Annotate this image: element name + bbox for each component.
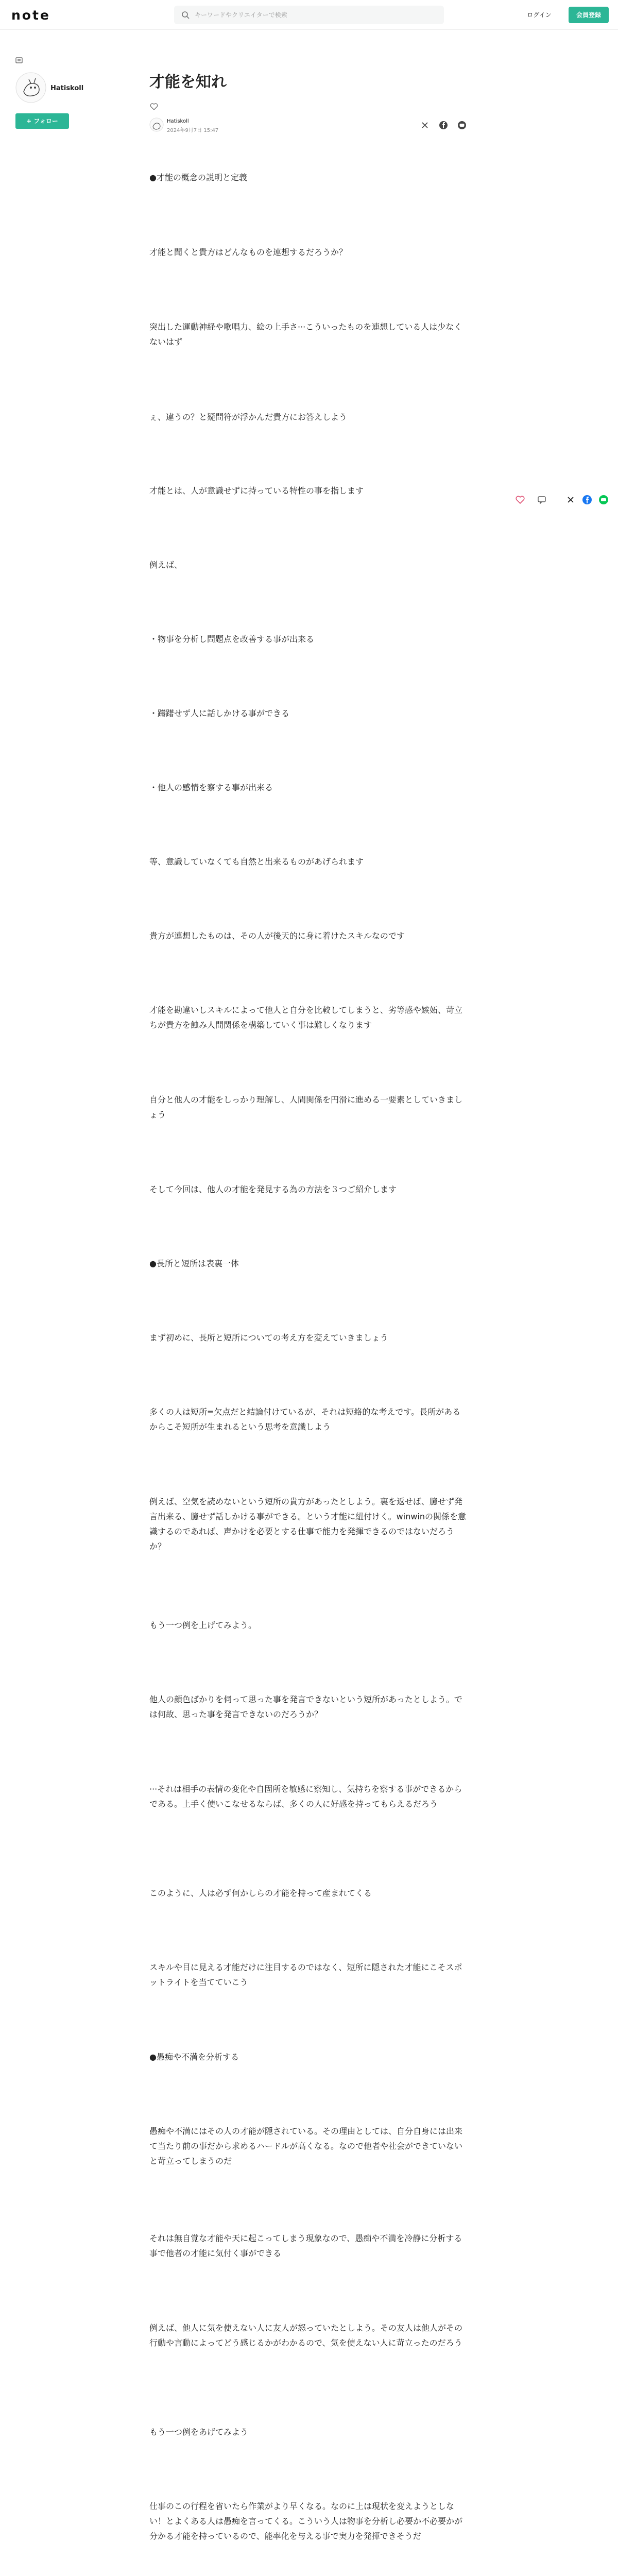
paragraph: 他人の顔色ばかりを伺って思った事を発言できないという短所があったとしよう。では何故、思った事を発言できないのだろうか？ [149,1694,462,1719]
paragraph: スキルや目に見える才能だけに注目するのではなく、短所に隠された才能にこそスポットライトを当てていこう [149,1962,462,1987]
paragraph: 突出した運動神経や歌唱力、絵の上手さ···こういったものを連想している人は少なくないはず [149,322,462,347]
paragraph: それは無自覚な才能や天に起こってしまう現象なので、愚痴や不満を冷静に分析する事で他者の才能に気付く事ができる [149,2233,462,2258]
paragraph: 例えば、 [149,560,183,570]
follow-icon: + [26,117,34,125]
site-header [0,0,618,30]
heart-icon[interactable] [515,495,525,505]
meta-date: 2024年9月7日 15:47 [167,128,219,133]
paragraph: 多くの人は短所=欠点だと結論付けているが、それは短絡的な考えです。長所があるからこそ短所が生まれるという思考を意識しよう [149,1407,461,1432]
author-avatar[interactable] [15,72,46,103]
follow-label: フォロー [33,117,58,125]
article [149,72,469,2541]
paragraph: 例えば、他人に気を使えない人に友人が怒っていたとしよう。その友人は他人がその行動や言動によってどう感じるかがわかるので、気を使えない人に苛立ったのだろう [149,2323,463,2348]
paragraph: 貴方が連想したものは、その人が後天的に身に着けたスキルなのです [149,931,405,941]
heart-icon[interactable] [149,102,159,111]
paragraph: そして今回は、他人の才能を発見する為の方法を３つご紹介します [149,1184,397,1194]
section-heading: ●愚痴や不満を分析する [149,2052,239,2062]
note-logo[interactable]: note [11,8,50,23]
paragraph: このように、人は必ず何かしらの才能を持って産まれてくる [149,1888,372,1898]
paragraph: 例えば、空気を読めないという短所の貴方があったとしよう。裏を返せば、臆せず発言出来る、臆せず話しかける事ができる。という才能に紐付けく。winwinの関係を意識するのであれば、声かけを必要とする仕事で能力を発揮できるのではないだろうか？ [149,1497,467,1551]
search-bar[interactable] [174,6,444,24]
paragraph: ・他人の感情を察する事が出来る [149,783,273,792]
meta-author-name[interactable]: Hatiskoll [167,118,189,124]
paragraph: まず初めに、長所と短所についての考え方を変えていきましょう [149,1333,388,1343]
meta-avatar[interactable] [149,117,164,132]
paragraph: ···それは相手の表情の変化や自固所を敏感に察知し、気持ちを察する事ができるからである。上手く使いこなせるならば、多くの人に好感を持ってもらえるだろう [149,1784,462,1809]
facebook-icon[interactable] [582,495,592,505]
paragraph: もう一つ例をあげてみよう [149,2427,249,2437]
section-heading: ●長所と短所は表裏一体 [149,1259,239,1268]
line-icon[interactable] [457,121,467,130]
x-icon[interactable] [565,495,576,505]
article-title: 才能を知れ [149,73,227,91]
search-input[interactable] [195,6,437,24]
x-icon[interactable] [420,121,430,130]
paragraph: 仕事のこの行程を省いたら作業がより早くなる。なのに上は現状を変えようとしない！とよくある人は愚痴を言ってくる。こういう人は物事を分析し必要か不必要かが分かる才能を持っているので、能率化を与える事で実力を発揮できそうだ [149,2501,463,2541]
paragraph: もう一つ例を上げてみよう。 [149,1620,257,1630]
paragraph: 才能とは、人が意識せずに持っている特性の事を指します [149,486,364,496]
paragraph: 愚痴や不満にはその人の才能が隠されている。その理由としては、自分自身には出来て当たり前の事だから求めるハードルが高くなる。なので他者や社会ができていないと苛立ってしまうのだ [149,2126,463,2166]
paragraph: 才能と聞くと貴方はどんなものを連想するだろうか？ [149,247,348,257]
paragraph: 自分と他人の才能をしっかり理解し、人間関係を円滑に進める一要素としていきましょう [149,1095,463,1120]
paragraph: 才能を勘違いしスキルによって他人と自分を比較してしまうと、劣等感や嫉妬、苛立ちが貴方を蝕み人間関係を構築していく事は難しくなります [149,1005,462,1030]
paragraph: ・躊躇せず人に話しかける事ができる [149,708,290,718]
search-icon [181,11,190,19]
article-meta [149,117,469,135]
paragraph: ぇ、違うの？と疑問符が浮かんだ貴方にお答えしよう [149,412,348,422]
floating-action-bar [515,494,618,507]
paragraph: 等、意識していなくても自然と出来るものがあげられます [149,857,364,867]
line-icon[interactable] [598,495,609,505]
signup-button[interactable]: 会員登録 [569,7,609,23]
facebook-icon[interactable] [439,121,448,130]
author-name[interactable]: Hatiskoll [50,84,84,92]
follow-button[interactable] [15,113,69,129]
magazine-icon[interactable] [15,57,23,64]
login-button[interactable]: ログイン [527,11,552,19]
paragraph: ・物事を分析し問題点を改善する事が出来る [149,634,315,644]
comment-icon[interactable] [537,495,547,505]
section-heading: ●才能の概念の説明と定義 [149,173,247,182]
